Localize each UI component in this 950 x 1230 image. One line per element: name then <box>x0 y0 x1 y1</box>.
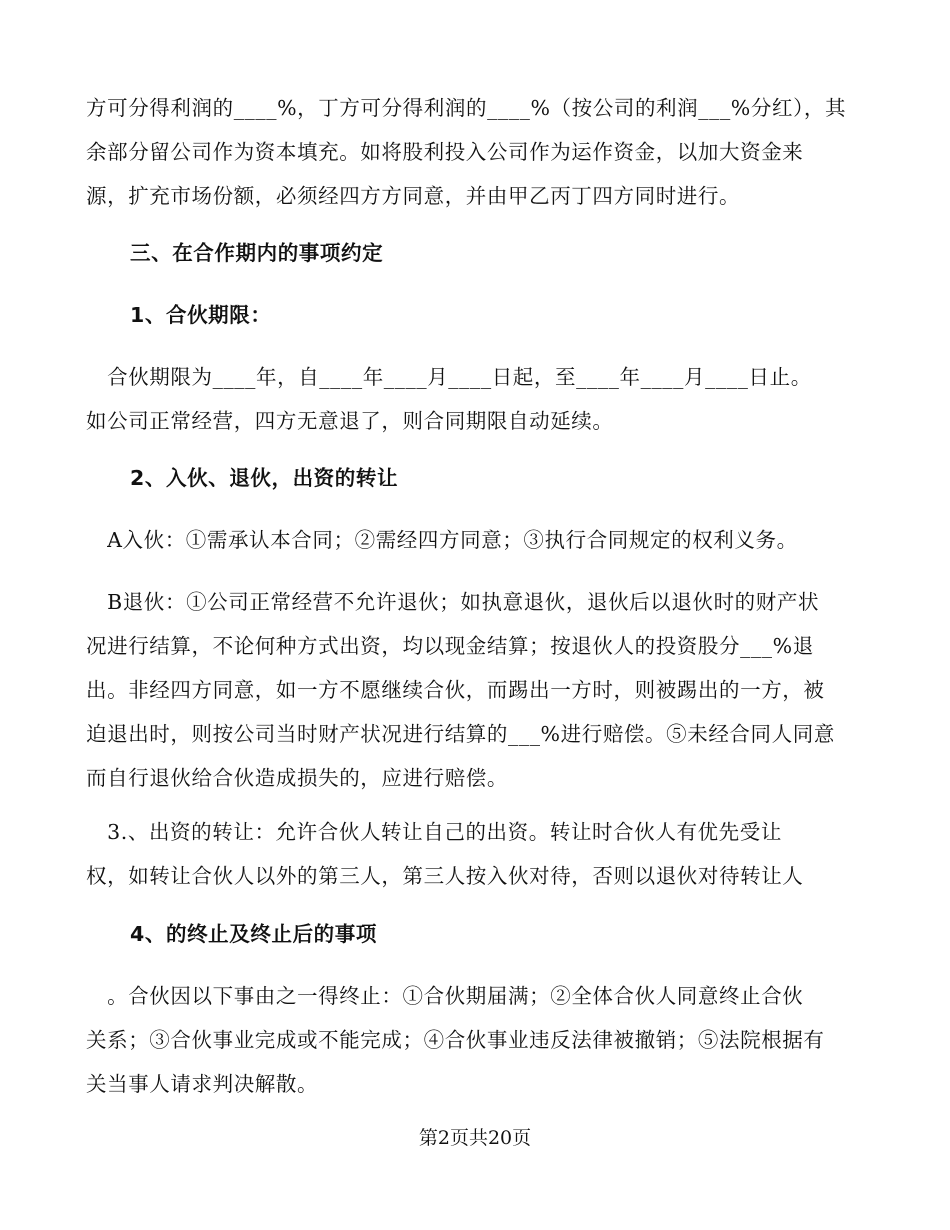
heading-text: 4、的终止及终止后的事项 <box>130 922 377 946</box>
page-number-footer: 第2页共20页 <box>418 1127 532 1149</box>
text-line: 权，如转让合伙人以外的第三人，第三人按入伙对待，否则以退伙对待转让人 <box>86 864 804 888</box>
paragraph-profit-distribution <box>86 86 866 218</box>
text-line: 3.、出资的转让：允许合伙人转让自己的出资。转让时合伙人有优先受让 <box>86 820 782 844</box>
text-line: A入伙：①需承认本合同；②需经四方同意；③执行合同规定的权利义务。 <box>86 528 798 552</box>
text-line: 出。非经四方同意，如一方不愿继续合伙，而踢出一方时，则被踢出的一方，被 <box>86 678 825 702</box>
text-line: 。合伙因以下事由之一得终止：①合伙期届满；②全体合伙人同意终止合伙 <box>86 984 804 1008</box>
paragraph-exit <box>86 580 866 800</box>
subheading-join-exit <box>86 456 866 500</box>
paragraph-join <box>86 518 866 562</box>
text-line: 余部分留公司作为资本填充。如将股利投入公司作为运作资金，以加大资金来 <box>86 140 804 164</box>
text-line: 而自行退伙给合伙造成损失的，应进行赔偿。 <box>86 766 508 790</box>
subheading-termination <box>86 912 866 956</box>
paragraph-termination <box>86 974 866 1106</box>
heading-text: 1、合伙期限： <box>130 303 272 327</box>
text-line: 迫退出时，则按公司当时财产状况进行结算的___%进行赔偿。⑤未经合同人同意 <box>86 722 835 746</box>
text-line: 源，扩充市场份额，必须经四方方同意，并由甲乙丙丁四方同时进行。 <box>86 184 741 208</box>
text-line: 关当事人请求判决解散。 <box>86 1072 319 1096</box>
heading-text: 三、在合作期内的事项约定 <box>130 241 384 265</box>
heading-text: 2、入伙、退伙，出资的转让 <box>130 466 399 490</box>
section-heading-3 <box>86 231 866 275</box>
paragraph-transfer <box>86 810 866 898</box>
subheading-term <box>86 293 866 337</box>
text-line: B退伙：①公司正常经营不允许退伙；如执意退伙，退伙后以退伙时的财产状 <box>86 590 820 614</box>
text-line: 方可分得利润的____%，丁方可分得利润的____%（按公司的利润___%分红），其 <box>86 96 847 120</box>
text-line: 关系；③合伙事业完成或不能完成；④合伙事业违反法律被撤销；⑤法院根据有 <box>86 1028 825 1052</box>
text-line: 如公司正常经营，四方无意退了，则合同期限自动延续。 <box>86 409 614 433</box>
text-line: 合伙期限为____年，自____年____月____日起，至____年____月____日止。 <box>86 365 812 389</box>
paragraph-term <box>86 355 866 443</box>
text-line: 况进行结算，不论何种方式出资，均以现金结算；按退伙人的投资股分___%退 <box>86 634 814 658</box>
